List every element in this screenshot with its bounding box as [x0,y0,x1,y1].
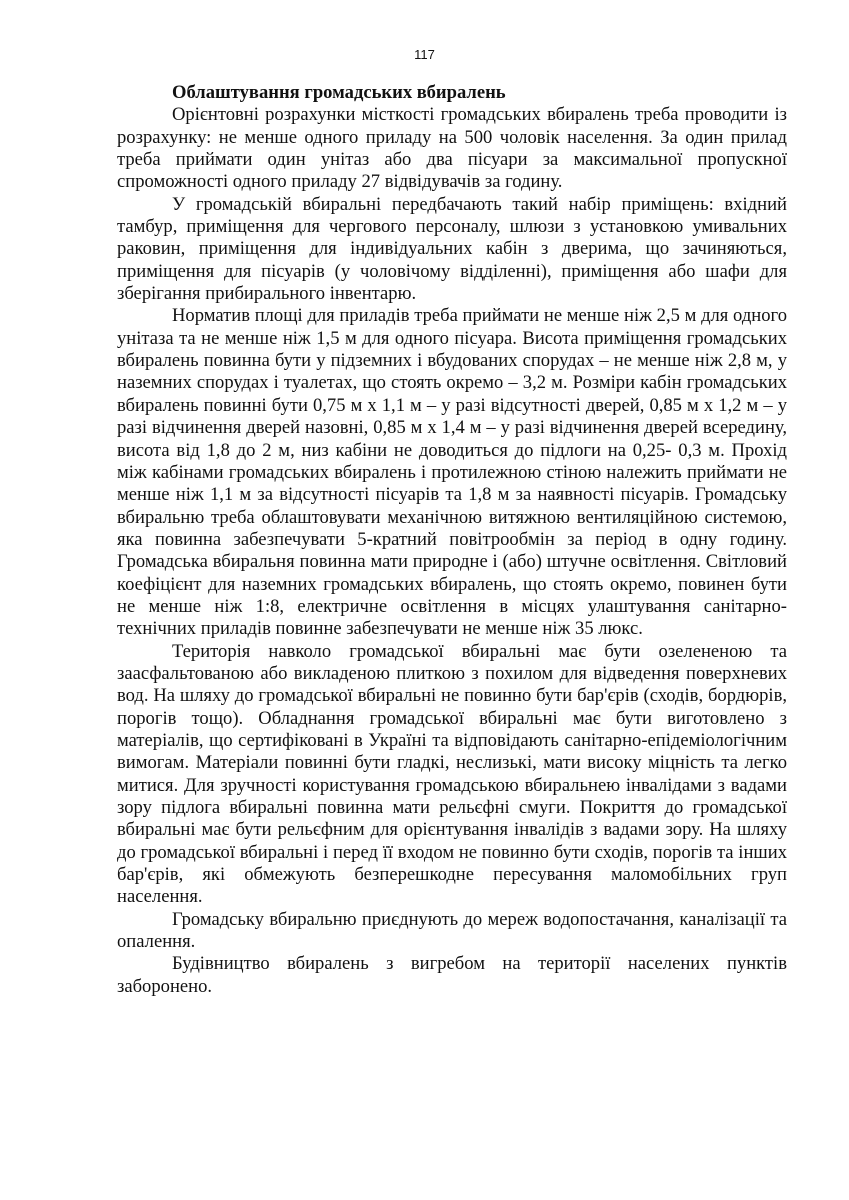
paragraph-utilities: Громадську вбиральню приєднують до мереж водопостачання, каналізації та опалення. [117,908,787,953]
section-heading: Облаштування громадських вбиралень [172,82,506,103]
page-number: 117 [414,47,435,62]
paragraph-norms: Норматив площі для приладів треба приймати не менше ніж 2,5 м для одного унітаза та не менше ніж 1,5 м для одного пісуара. Висота приміщення громадських вбиралень повинна бути у підземних і вбудованих спорудах – не менше ніж 2,8 м, у наземних спорудах і туалетах, що стоять окремо – 3,2 м. Розміри кабін громадських вбиралень повинні бути 0,75 м х 1,1 м – у разі відсутності дверей, 0,85 м х 1,2 м – у разі відчинення дверей назовні, 0,85 м х 1,4 м – у разі відчинення дверей всередину, висота від 1,8 до 2 м, низ кабіни не доводиться до підлоги на 0,25- 0,3 м. Прохід між кабінами громадських вбиралень і протилежною стіною належить приймати не менше ніж 1,1 м за відсутності пісуарів та 1,8 м за наявності пісуарів. Громадську вбиральню треба облаштовувати механічною витяжною вентиляційною системою, яка повинна забезпечувати 5-кратний повітрообмін за період в одну годину. Громадська вбиральня повинна мати природне і (або) штучне освітлення. Світловий коефіцієнт для наземних громадських вбиралень, що стоять окремо, повинен бути не менше ніж 1:8, електричне освітлення в місцях улаштування санітарно-технічних приладів повинне забезпечувати не менше ніж 35 люкс. [117,305,787,640]
document-body [117,82,787,998]
paragraph-capacity: Орієнтовні розрахунки місткості громадських вбиралень треба проводити із розрахунку: не менше одного приладу на 500 чоловік населення. За один прилад треба приймати один унітаз або два пісуари за максимальної пропускної спроможності одного приладу 27 відвідувачів за годину. [117,104,787,193]
paragraph-rooms: У громадській вбиральні передбачають такий набір приміщень: вхідний тамбур, приміщення для чергового персоналу, шлюзи з установкою умивальних раковин, приміщення для індивідуальних кабін з дверима, що зачиняються, приміщення для пісуарів (у чоловічому відділенні), приміщення або шафи для зберігання прибирального інвентарю. [117,193,787,305]
paragraph-prohibition: Будівництво вбиралень з вигребом на території населених пунктів заборонено. [117,953,787,997]
paragraph-territory: Територія навколо громадської вбиральні має бути озелененою та заасфальтованою або викладеною плиткою з похилом для відведення поверхневих вод. На шляху до громадської вбиральні не повинно бути бар'єрів (сходів, бордюрів, порогів тощо). Обладнання громадської вбиральні має бути виготовлено з матеріалів, що сертифіковані в Україні та відповідають санітарно-епідеміологічним вимогам. Матеріали повинні бути гладкі, неслизькі, мати високу міцність та легко митися. Для зручності користування громадською вбиральнею інвалідами з вадами зору підлога вбиральні повинна мати рельєфні смуги. Покриття до громадської вбиральні має бути рельєфним для орієнтування інвалідів з вадами зору. На шляху до громадської вбиральні і перед її входом не повинно бути сходів, порогів та інших бар'єрів, які обмежують безперешкодне пересування маломобільних груп населення. [117,640,787,908]
